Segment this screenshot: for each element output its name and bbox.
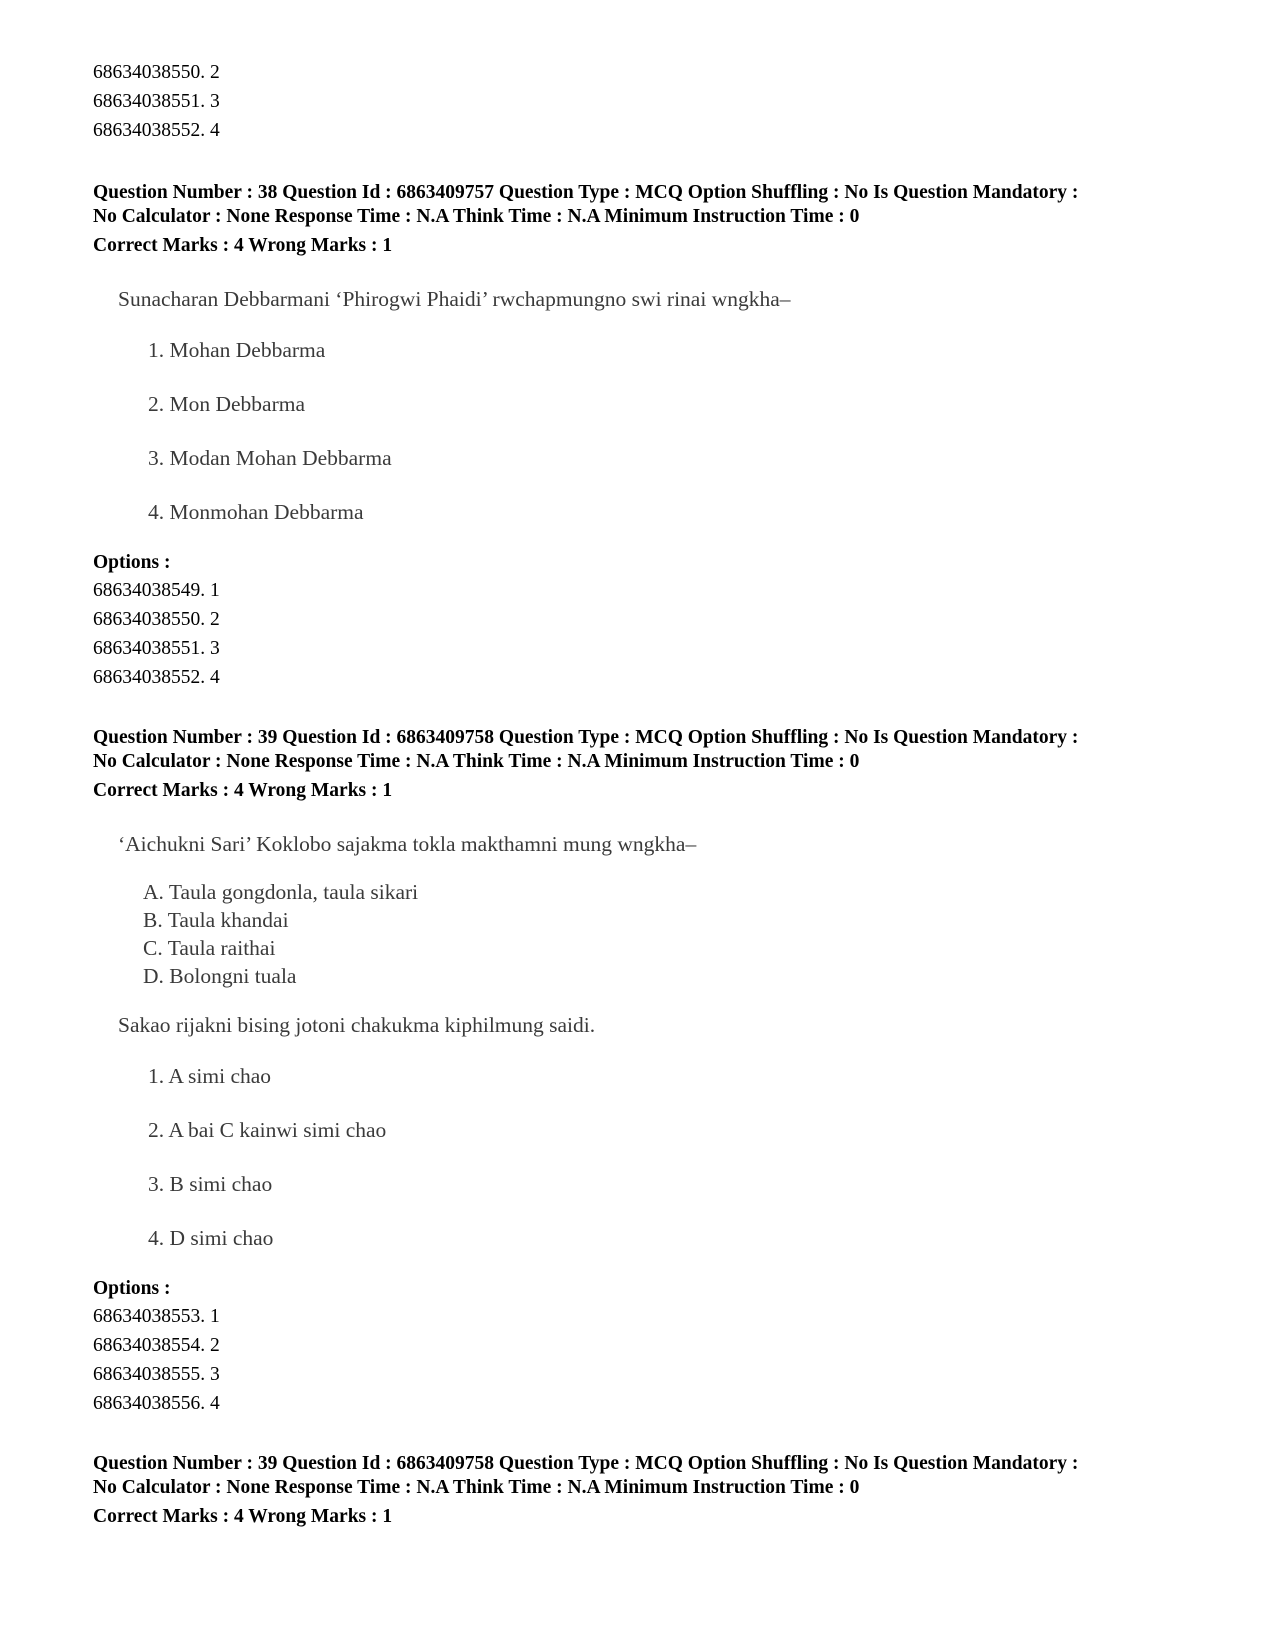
statement-item: C. Taula raithai: [143, 936, 276, 960]
question-meta: [93, 726, 1193, 774]
option-line: 68634038552. 4: [93, 120, 220, 141]
choice-item: 4. D simi chao: [148, 1226, 274, 1250]
statement-item: B. Taula khandai: [143, 908, 289, 932]
question-meta-line-2: No Calculator : None Response Time : N.A Think Time : N.A Minimum Instruction Time : 0: [93, 751, 860, 772]
option-line: 68634038556. 4: [93, 1393, 220, 1414]
question-body: [93, 830, 1193, 1252]
choice-item: 2. Mon Debbarma: [148, 392, 306, 416]
question-meta-line-2: No Calculator : None Response Time : N.A Think Time : N.A Minimum Instruction Time : 0: [93, 1477, 860, 1498]
option-line: 68634038552. 4: [93, 667, 220, 688]
choice-item: 1. A simi chao: [148, 1064, 272, 1088]
question-block-39-repeat: [93, 1452, 1193, 1529]
choice-item: 2. A bai C kainwi simi chao: [148, 1118, 387, 1142]
options-label: Options :: [93, 552, 171, 573]
choice-item: 4. Monmohan Debbarma: [148, 500, 364, 524]
statement-item: A. Taula gongdonla, taula sikari: [143, 880, 419, 904]
question-meta-line-1: Question Number : 38 Question Id : 6863409757 Question Type : MCQ Option Shuffling : No Is Question Mandatory :: [93, 182, 1079, 203]
option-line: 68634038550. 2: [93, 62, 220, 83]
choice-item: 3. Modan Mohan Debbarma: [148, 446, 392, 470]
options-list: [93, 576, 1193, 692]
options-list: [93, 1302, 1193, 1418]
option-line: 68634038550. 2: [93, 609, 220, 630]
question-instruction: Sakao rijakni bising jotoni chakukma kiphilmung saidi.: [118, 1013, 596, 1037]
option-line: 68634038549. 1: [93, 580, 220, 601]
question-meta-line-2: No Calculator : None Response Time : N.A Think Time : N.A Minimum Instruction Time : 0: [93, 206, 860, 227]
question-text: Sunacharan Debbarmani ‘Phirogwi Phaidi’ rwchapmungno swi rinai wngkha–: [118, 287, 791, 311]
question-body: [93, 285, 1193, 526]
document-page: [93, 58, 1193, 1529]
question-block-39: [93, 726, 1193, 1418]
option-line: 68634038551. 3: [93, 638, 220, 659]
question-meta-line-1: Question Number : 39 Question Id : 6863409758 Question Type : MCQ Option Shuffling : No Is Question Mandatory :: [93, 1453, 1079, 1474]
question-text: ‘Aichukni Sari’ Koklobo sajakma tokla makthamni mung wngkha–: [118, 832, 697, 856]
statement-list: [93, 878, 1193, 990]
statement-item: D. Bolongni tuala: [143, 964, 297, 988]
option-line: 68634038551. 3: [93, 91, 220, 112]
question-marks: Correct Marks : 4 Wrong Marks : 1: [93, 235, 393, 256]
question-marks: Correct Marks : 4 Wrong Marks : 1: [93, 1506, 393, 1527]
question-choices: [93, 336, 1193, 526]
option-line: 68634038553. 1: [93, 1306, 220, 1327]
question-meta: [93, 181, 1193, 229]
question-block-38: [93, 181, 1193, 692]
choice-item: 3. B simi chao: [148, 1172, 273, 1196]
option-line: 68634038555. 3: [93, 1364, 220, 1385]
question-choices: [93, 1062, 1193, 1252]
question-meta-line-1: Question Number : 39 Question Id : 6863409758 Question Type : MCQ Option Shuffling : No Is Question Mandatory :: [93, 727, 1079, 748]
choice-item: 1. Mohan Debbarma: [148, 338, 326, 362]
option-line: 68634038554. 2: [93, 1335, 220, 1356]
question-marks: Correct Marks : 4 Wrong Marks : 1: [93, 780, 393, 801]
question-meta: [93, 1452, 1193, 1500]
options-label: Options :: [93, 1278, 171, 1299]
previous-options-list: [93, 58, 1193, 145]
